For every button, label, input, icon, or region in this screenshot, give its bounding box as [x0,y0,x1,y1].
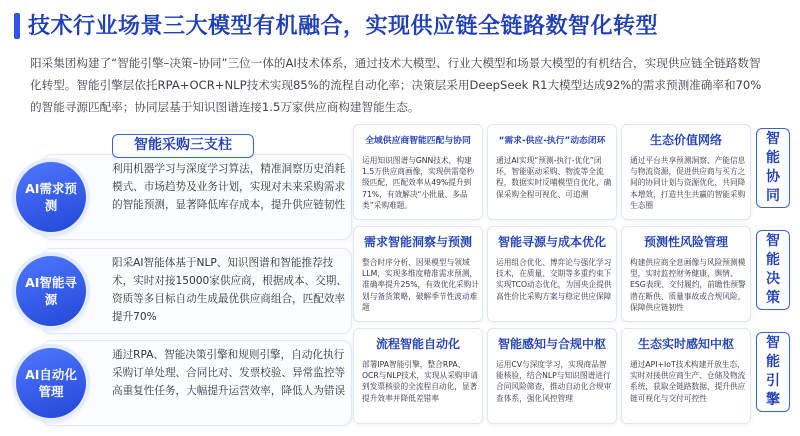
pillar-text: 阳采AI智能体基于NLP、知识图谱和智能推荐技术，实时对接15000家供应商，根据成本、交期、资质等多目标自动生成最优供应商组合，匹配效率提升70% [112,257,347,323]
card-body: 构建供应商全息画像与风险预测模型，实时监控财务健康、舆情、ESG表现、交付履约，前瞻性预警潜在断供、质量事故或合规风险，保障供应链韧性 [630,258,746,312]
card-title: 需求智能洞察与预测 [363,234,472,249]
intro-paragraph: 阳采集团构建了“智能引擎–决策–协同”三位一体的AI技术体系，通过技术大模型、行业大模型和场景大模型的有机结合，实现供应链全链路数智化转型。智能引擎层依托RPA+OCR+NLP技术实现85%的流程自动化率；决策层采用DeepSeek R1大模型达成92%的需求预测准确率和70%的智能寻源匹配率；协同层基于知识图谱连接1.5万家供应商构建智能生态。 [30,56,762,114]
card-title: 智能感知与合规中枢 [497,336,606,351]
card-supplier-matching [353,124,483,220]
card-title: 流程智能自动化 [375,336,460,351]
pillar-smart-sourcing [8,248,352,334]
pillars-header: 智能采购三支柱 [112,134,254,158]
card-title: 生态实时感知中枢 [637,336,734,351]
card-body: 运用知识图谱与GNN技术，构建1.5万供应商画像，实现供需毫秒级匹配，匹配效率从49%提升到71%，有效解决“小批量、多品类”采购难题。 [362,156,475,210]
pillar-automation [8,340,352,426]
pillar-badge: AI需求预测 [16,162,86,232]
page-title: 技术行业场景三大模型有机融合，实现供应链全链路数智化转型 [28,14,659,39]
card-title: 智能寻源与成本优化 [497,234,606,249]
card-body: 运用CV与深度学习，实现商品智能核验，结合NLP与知识图谱进行合同风险筛查，推动自动化合规审查体系，强化风控管理 [496,360,612,403]
pillar-badge: AI自动化管理 [16,348,86,418]
card-body: 部署IPA智能引擎，整合RPA、OCR与NLP技术，实现从采购申请到发票核验的全流程自动化，显著提升效率并降低差错率 [362,360,478,403]
side-label-engine: 智能引擎 [756,332,790,412]
card-risk-management [621,226,751,322]
card-body: 通过AI实现“预测-执行-优化”闭环，智能驱动采购、物流等全流程，数据实时反哺模型自优化，确保采购全程可视化、可追溯 [496,156,612,199]
card-title: “需求-供应-执行”动态闭环 [498,135,606,146]
side-label-collaboration: 智能协同 [756,128,790,208]
card-body: 通过平台共享预测洞察、产能信息与物流资源，促进供应商与买方之间的协同计划与资源优化，共同降本增效，打造共生共赢的智能采购生态圈 [630,156,746,210]
card-title: 全域供应商智能匹配与协同 [365,135,471,146]
card-body: 通过API+IoT技术构建开放生态，实时对接供应商生产、仓储及物流系统，获取全链路数据，提升供应链可视化与交付可控性 [630,360,746,403]
card-dynamic-loop [487,124,617,220]
pillar-demand-forecast [8,154,352,240]
card-realtime-hub [621,328,751,424]
card-process-automation [353,328,483,424]
title-accent-bar [14,13,20,39]
card-title: 生态价值网络 [649,132,722,147]
card-title: 预测性风险管理 [643,234,728,249]
pillar-badge: AI智能寻源 [16,256,86,326]
pillar-text: 通过RPA、智能决策引擎和规则引擎，自动化执行采购订单处理、合同比对、发票校验、异常监控等高重复性任务，大幅提升运营效率，降低人为错误 [112,349,346,397]
card-ecosystem-value [621,124,751,220]
card-demand-insight [353,226,483,322]
pillar-text: 利用机器学习与深度学习算法，精准洞察历史消耗模式、市场趋势及业务计划，实现对未来采购需求的智能预测，显著降低库存成本，提升供应链韧性 [112,163,346,211]
card-body: 整合时序分析、因果模型与领域LLM，实现多维度精准需求预测，准确率提升25%，有效优化采购计划与备货策略，破解季节性波动难题 [362,258,480,312]
card-compliance-hub [487,328,617,424]
side-label-decision: 智能决策 [756,230,790,310]
card-sourcing-cost [487,226,617,322]
card-body: 运用组合优化、博弈论与强化学习技术，在质量、交期等多重约束下实现TCO动态优化，为国央企提供高性价比采购方案与稳定供应保障 [496,258,612,301]
pillars-panel [8,134,352,430]
